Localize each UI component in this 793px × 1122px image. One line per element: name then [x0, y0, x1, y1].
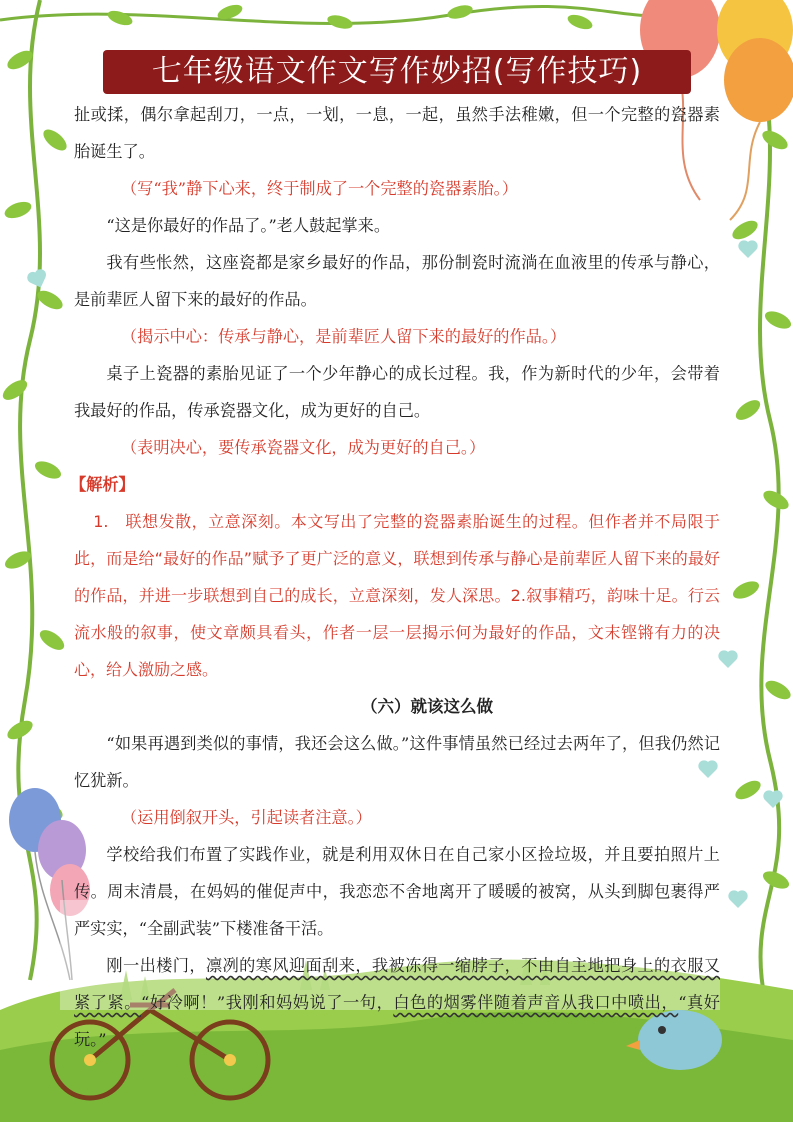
paragraph-5: “如果再遇到类似的事情，我还会这么做。”这件事情虽然已经过去两年了，但我仍然记忆犹新。 [74, 734, 720, 790]
paragraph-7-part-e: “真好玩。” [74, 993, 720, 1049]
article-body [70, 96, 721, 1058]
annotation-2: （揭示中心：传承与静心，是前辈匠人留下来的最好的作品。） [120, 327, 567, 346]
section-title: （六）就该这么做 [361, 697, 493, 716]
paragraph-3: 我有些怅然，这座瓷都是家乡最好的作品，那份制瓷时流淌在血液里的传承与静心，是前辈匠人留下来的最好的作品。 [74, 253, 720, 309]
paragraph-7-underlined-d: 白色的烟雾伴随着声音从我口中喷出， [393, 993, 679, 1012]
paragraph-6: 学校给我们布置了实践作业，就是利用双休日在自己家小区捡垃圾，并且要拍照片上传。周末清晨，在妈妈的催促声中，我恋恋不舍地离开了暖暖的被窝，从头到脚包裹得严严实实，“全副武装”下楼准备干活。 [74, 845, 720, 938]
annotation-1: （写“我”静下心来，终于制成了一个完整的瓷器素胎。） [120, 179, 518, 198]
analysis-heading: 【解析】 [70, 475, 135, 494]
paragraph-7-underlined-b: 凛冽的寒风迎面刮来，我被冻得一缩脖子，不由自主地把身上的衣服又紧了紧。 [74, 956, 721, 1012]
paragraph-7-part-c: “好冷啊！”我刚和妈妈说了一句， [141, 993, 394, 1012]
annotation-4: （运用倒叙开头，引起读者注意。） [120, 808, 372, 827]
analysis-text: 1. 联想发散，立意深刻。本文写出了完整的瓷器素胎诞生的过程。但作者并不局限于此，而是给“最好的作品”赋予了更广泛的意义，联想到传承与静心是前辈匠人留下来的最好的作品，并进一步联想到自己的成长，立意深刻，发人深思。2.叙事精巧，韵味十足。行云流水般的叙事，使文章颇具看头，作者一层一层揭示何为最好的作品，文末铿锵有力的决心，给人激励之感。 [74, 512, 720, 679]
document-title: 七年级语文作文写作妙招(写作技巧) [103, 50, 691, 94]
paragraph-4: 桌子上瓷器的素胎见证了一个少年静心的成长过程。我，作为新时代的少年，会带着我最好的作品，传承瓷器文化，成为更好的自己。 [74, 364, 720, 420]
annotation-3: （表明决心，要传承瓷器文化，成为更好的自己。） [120, 438, 486, 457]
paragraph-7 [74, 947, 720, 1058]
paragraph-2: “这是你最好的作品了。”老人鼓起掌来。 [106, 216, 391, 235]
paragraph-1: 扯或揉，偶尔拿起刮刀，一点，一划，一息，一起，虽然手法稚嫩，但一个完整的瓷器素胎诞生了。 [74, 105, 720, 161]
paragraph-7-part-a: 刚一出楼门， [106, 956, 206, 975]
